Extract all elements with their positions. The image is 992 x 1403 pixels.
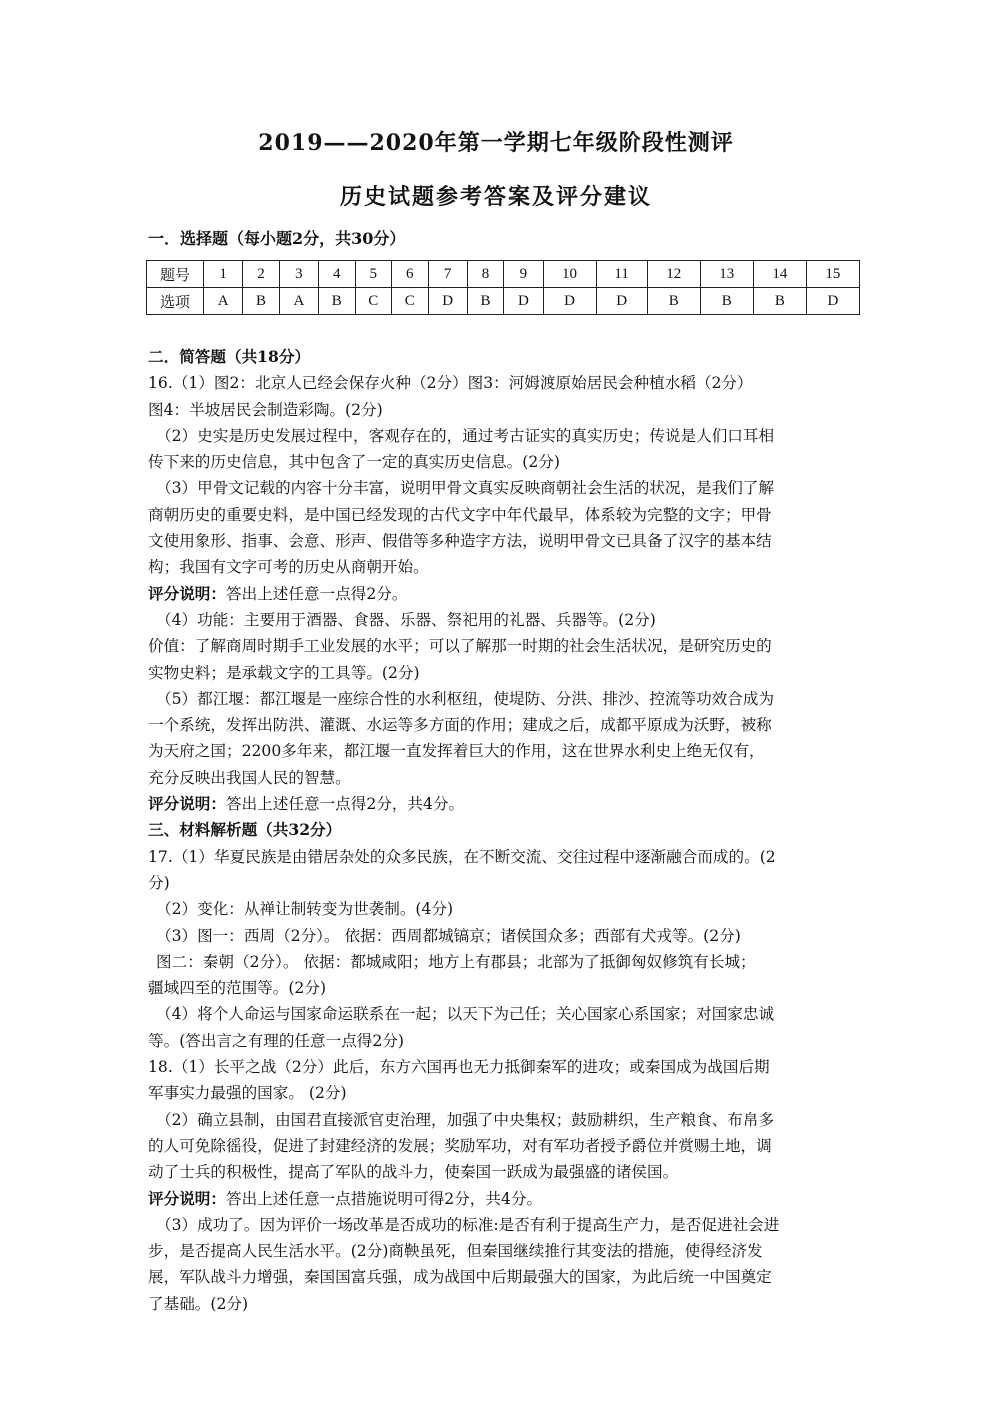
table-cell-answer: B (753, 288, 806, 315)
section3-lines-b (148, 1212, 848, 1317)
answer-line: 图4：半坡居民会制造彩陶。(2分) (148, 400, 383, 419)
answer-line: 实物史料；是承载文字的工具等。(2分) (148, 663, 420, 682)
section2-heading: 二．简答题（共18分） (148, 347, 311, 366)
section1-heading: 一．选择题（每小题2分，共30分） (148, 229, 406, 248)
answer-line: 动了士兵的积极性，提高了军队的战斗力，使秦国一跃成为最强盛的诸侯国。 (148, 1163, 679, 1182)
row-label-answers: 选项 (147, 288, 204, 315)
table-cell-answer: A (279, 288, 318, 315)
answer-line: 17.（1）华夏民族是由错居杂处的众多民族，在不断交流、交往过程中逐渐融合而成的。(2 (148, 847, 776, 866)
table-cell-number: 15 (806, 261, 859, 288)
table-cell-answer: A (204, 288, 243, 315)
document-title: 2019——2020年第一学期七年级阶段性测评 (258, 130, 734, 156)
table-cell-number: 1 (204, 261, 243, 288)
answer-line: （4）将个人命运与国家命运联系在一起；以天下为己任；关心国家心系国家；对国家忠诚 (156, 1005, 775, 1024)
table-cell-number: 2 (243, 261, 280, 288)
table-cell-number: 9 (504, 261, 543, 288)
answer-line: 构；我国有文字可考的历史从商朝开始。 (148, 558, 429, 577)
answer-line: 步，是否提高人民生活水平。(2分)商鞅虽死，但秦国继续推行其变法的措施，使得经济发 (148, 1242, 763, 1261)
table-cell-number: 10 (543, 261, 596, 288)
scoring-note-text: 答出上述任意一点措施说明可得2分，共4分。 (225, 1189, 543, 1208)
answer-line: 一个系统，发挥出防洪、灌溉、水运等多方面的作用；建成之后，成都平原成为沃野，被称 (148, 716, 772, 735)
table-cell-number: 11 (596, 261, 647, 288)
table-cell-answer: D (504, 288, 543, 315)
table-cell-number: 5 (355, 261, 392, 288)
answer-line: （2）变化：从禅让制转变为世袭制。(4分) (156, 900, 454, 919)
answer-line: （5）都江堰：都江堰是一座综合性的水利枢纽，使堤防、分洪、排沙、控流等功效合成为 (156, 689, 775, 708)
answer-line: 分) (148, 873, 170, 892)
table-cell-number: 14 (753, 261, 806, 288)
scoring-note-label: 评分说明： (148, 583, 226, 603)
table-cell-answer: D (428, 288, 467, 315)
answer-line: （3）图一：西周（2分）。 依据：西周都城镐京；诸侯国众多；西部有犬戎等。(2分) (156, 926, 741, 945)
section2-lines (148, 370, 848, 580)
answer-body (148, 344, 848, 1317)
document-subtitle: 历史试题参考答案及评分建议 (339, 184, 652, 210)
answer-line: 等。(答出言之有理的任意一点得2分) (148, 1031, 404, 1050)
answer-line: 16.（1）图2：北京人已经会保存火种（2分）图3：河姆渡原始居民会种植水稻（2分） (148, 374, 753, 393)
table-cell-answer: B (647, 288, 700, 315)
answer-line: （2）确立县制，由国君直接派官吏治理，加强了中央集权；鼓励耕织，生产粮食、布帛多 (156, 1110, 775, 1129)
table-cell-answer: D (806, 288, 859, 315)
scoring-note (148, 1186, 848, 1212)
answer-line: 为天府之国；2200多年来，都江堰一直发挥着巨大的作用，这在世界水利史上绝无仅有， (148, 742, 765, 761)
scoring-note-text: 答出上述任意一点得2分。 (225, 584, 408, 603)
answer-line: 文使用象形、指事、会意、形声、假借等多种造字方法，说明甲骨文已具备了汉字的基本结 (148, 532, 772, 551)
table-cell-number: 12 (647, 261, 700, 288)
table-cell-answer: B (243, 288, 280, 315)
table-row-numbers (147, 261, 860, 288)
scoring-note-label: 评分说明： (148, 1188, 226, 1208)
table-cell-answer: B (319, 288, 356, 315)
table-cell-answer: B (467, 288, 504, 315)
table-cell-number: 8 (467, 261, 504, 288)
answer-line: 展，军队战斗力增强，秦国国富兵强，成为战国中后期最强大的国家，为此后统一中国奠定 (148, 1268, 772, 1287)
table-cell-number: 13 (700, 261, 753, 288)
table-cell-answer: D (596, 288, 647, 315)
scoring-note-text: 答出上述任意一点得2分，共4分。 (225, 795, 465, 814)
table-cell-answer: D (543, 288, 596, 315)
answer-line: 充分反映出我国人民的智慧。 (148, 768, 351, 787)
scoring-note (148, 791, 848, 817)
table-cell-answer: B (700, 288, 753, 315)
scoring-note (148, 581, 848, 607)
scoring-note-label: 评分说明： (148, 794, 226, 814)
table-row-answers (147, 288, 860, 315)
table-cell-answer: C (355, 288, 392, 315)
table-cell-answer: C (392, 288, 429, 315)
section3-lines (148, 844, 848, 1186)
answer-line: 疆域四至的范围等。(2分) (148, 979, 327, 998)
answer-line: 商朝历史的重要史料，是中国已经发现的古代文字中年代最早，体系较为完整的文字；甲骨 (148, 505, 772, 524)
answer-line: 的人可免除徭役，促进了封建经济的发展；奖励军功，对有军功者授予爵位并赏赐土地，调 (148, 1136, 772, 1155)
answer-line: 价值：了解商周时期手工业发展的水平；可以了解那一时期的社会生活状况，是研究历史的 (148, 637, 772, 656)
answer-line: 图二：秦朝（2分）。 依据：都城咸阳；地方上有郡县；北部为了抵御匈奴修筑有长城； (156, 952, 756, 971)
answer-line: 了基础。(2分) (148, 1294, 249, 1313)
table-cell-number: 6 (392, 261, 429, 288)
table-cell-number: 4 (319, 261, 356, 288)
answer-line: （4）功能：主要用于酒器、食器、乐器、祭祀用的礼器、兵器等。(2分) (156, 610, 656, 629)
answer-line: 军事实力最强的国家。 (2分) (148, 1084, 347, 1103)
section2-lines-b (148, 607, 848, 791)
row-label-numbers: 题号 (147, 261, 204, 288)
section3-heading: 三、材料解析题（共32分） (148, 820, 342, 840)
answer-line: 传下来的历史信息，其中包含了一定的真实历史信息。(2分) (148, 453, 560, 472)
table-cell-number: 3 (279, 261, 318, 288)
answer-table (146, 260, 860, 315)
answer-line: （2）史实是历史发展过程中，客观存在的，通过考古证实的真实历史；传说是人们口耳相 (156, 426, 775, 445)
table-cell-number: 7 (428, 261, 467, 288)
answer-line: （3）甲骨文记载的内容十分丰富，说明甲骨文真实反映商朝社会生活的状况，是我们了解 (156, 479, 775, 498)
answer-line: 18.（1）长平之战（2分）此后，东方六国再也无力抵御秦军的进攻；或秦国成为战国后期 (148, 1058, 770, 1077)
answer-line: （3）成功了。因为评价一场改革是否成功的标准:是否有利于提高生产力，是否促进社会进 (156, 1215, 780, 1234)
